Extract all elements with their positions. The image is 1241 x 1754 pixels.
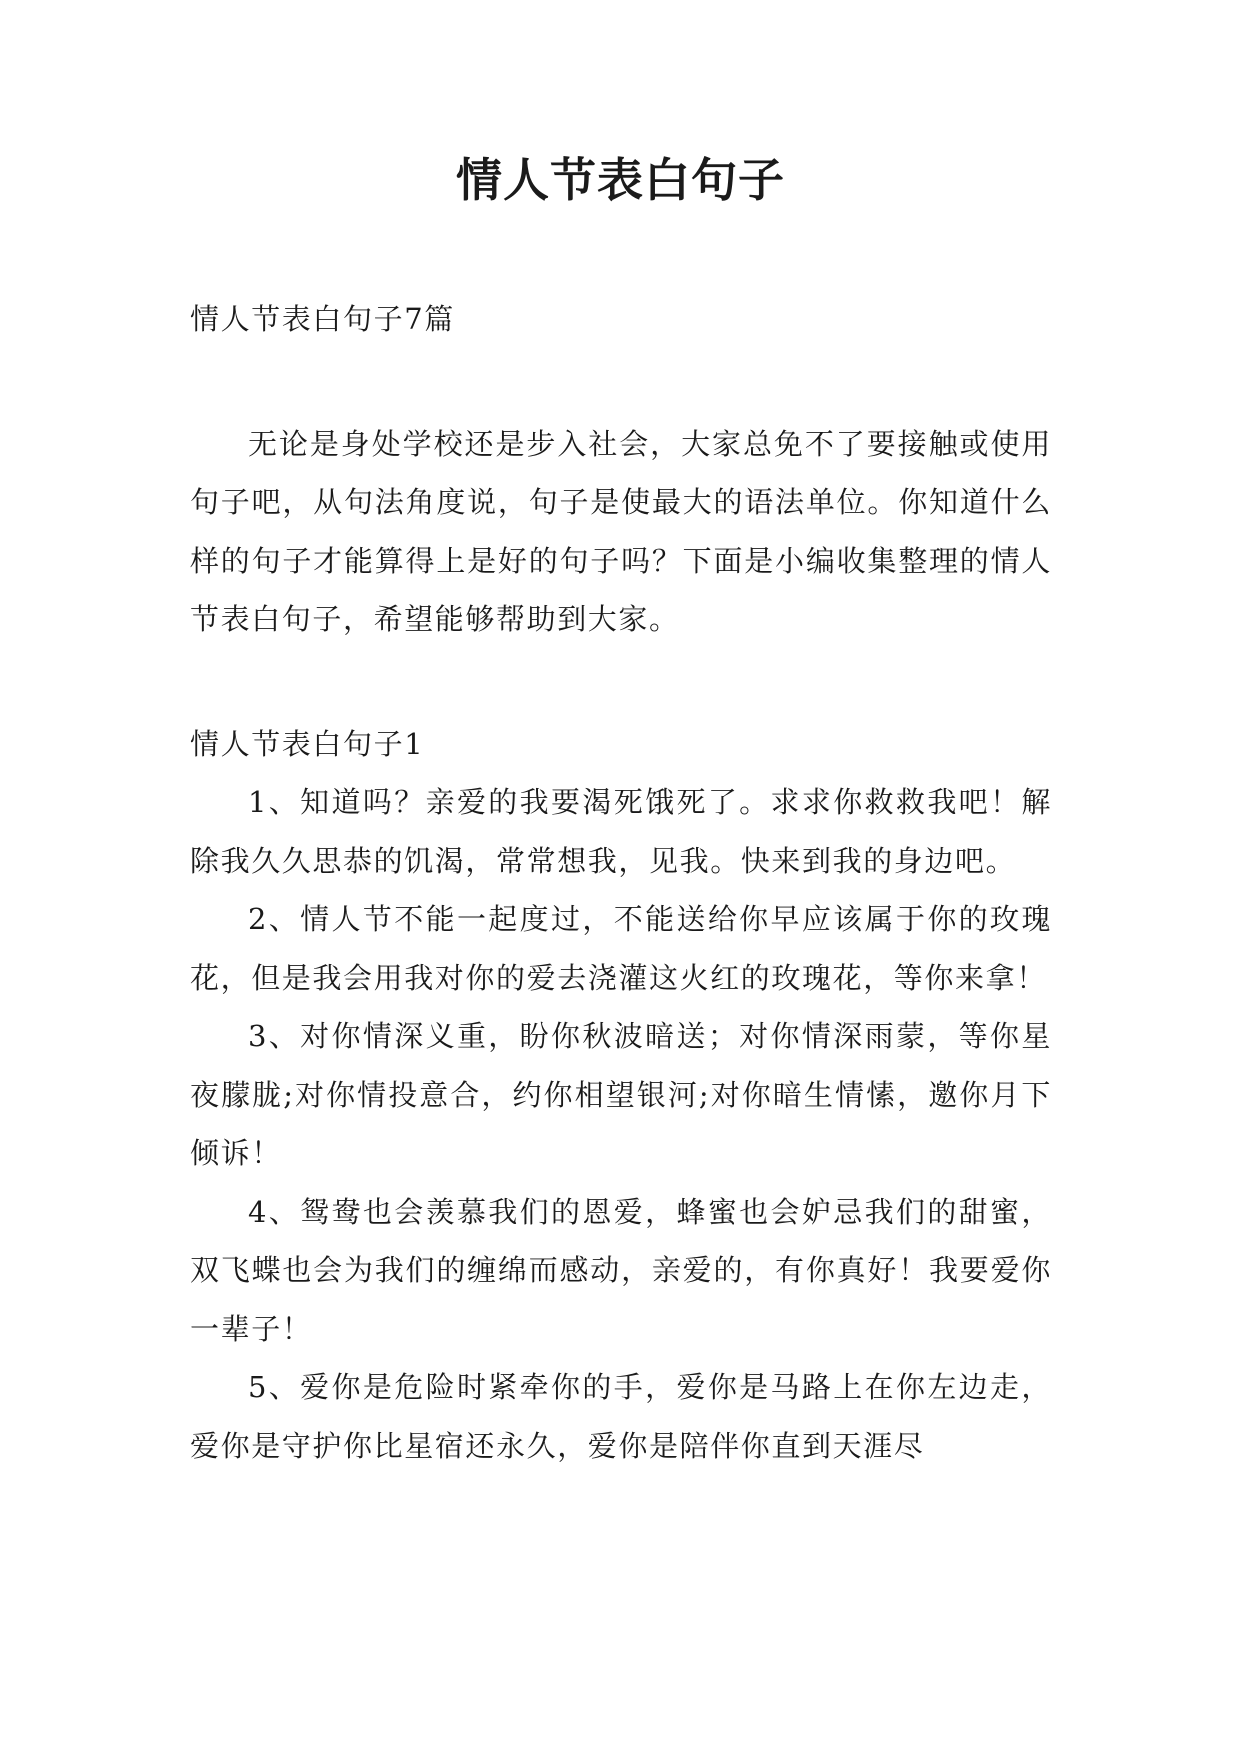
intro-paragraph: 无论是身处学校还是步入社会，大家总免不了要接触或使用句子吧，从句法角度说，句子是使最大的语法单位。你知道什么样的句子才能算得上是好的句子吗？下面是小编收集整理的情人节表白句子，希望能够帮助到大家。 <box>190 426 1052 636</box>
document-title: 情人节表白句子 <box>456 153 785 207</box>
list-item: 3、对你情深义重，盼你秋波暗送；对你情深雨蒙，等你星夜朦胧;对你情投意合，约你相望银河;对你暗生情愫，邀你月下倾诉！ <box>190 1019 1052 1170</box>
spacer <box>190 649 1052 715</box>
list-item: 2、情人节不能一起度过，不能送给你早应该属于你的玫瑰花，但是我会用我对你的爱去浇灌这火红的玫瑰花，等你来拿！ <box>190 902 1052 995</box>
list-item: 4、鸳鸯也会羡慕我们的恩爱，蜂蜜也会妒忌我们的甜蜜，双飞蝶也会为我们的缠绵而感动，亲爱的，有你真好！我要爱你一辈子！ <box>190 1194 1052 1346</box>
list-item: 1、知道吗？亲爱的我要渴死饿死了。求求你救救我吧！解除我久久思恭的饥渴，常常想我，见我。快来到我的身边吧。 <box>190 785 1052 878</box>
section-heading: 情人节表白句子1 <box>190 726 425 761</box>
document-body <box>190 290 1052 1475</box>
spacer <box>190 349 1052 415</box>
document-subtitle: 情人节表白句子7篇 <box>190 302 455 336</box>
list-item: 5、爱你是危险时紧牵你的手，爱你是马路上在你左边走，爱你是守护你比星宿还永久，爱你是陪伴你直到天涯尽 <box>190 1370 1052 1463</box>
